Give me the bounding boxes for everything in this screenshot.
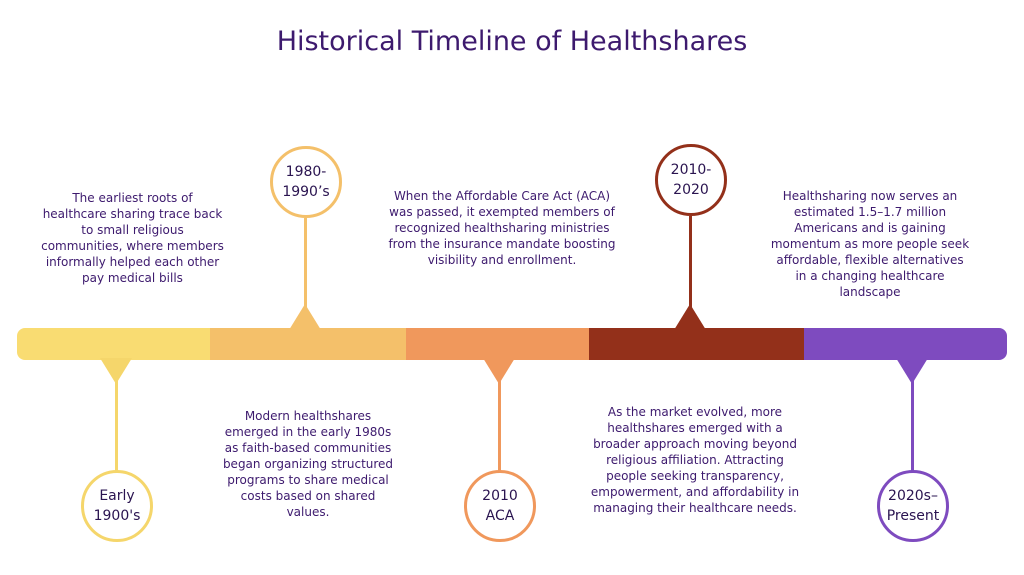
pointer-triangle [674, 304, 706, 330]
connector-line [115, 380, 118, 472]
milestone-description: When the Affordable Care Act (ACA) was passed, it exempted members of recognized healthsharing ministries from the insurance mandate boosting visibility and enrollment. [388, 189, 616, 267]
milestone-description: As the market evolved, more healthshares emerged with a broader approach moving beyond religious affiliation. Attracting people seeking transparency, empowerment, and affordability in managing their healthcare needs. [590, 405, 800, 515]
milestone-label: 2010- 2020 [670, 162, 712, 198]
milestone-circle-1980-1990s [270, 146, 342, 218]
timeline-bar [17, 328, 1007, 360]
timeline-segment [210, 328, 406, 360]
timeline-segment [17, 328, 210, 360]
timeline-segment [406, 328, 589, 360]
timeline-segment [589, 328, 804, 360]
milestone-circle-early-1900s [81, 470, 153, 542]
milestone-label: 2020s– Present [886, 488, 940, 524]
timeline-segment [804, 328, 1007, 360]
page-title: Historical Timeline of Healthshares [276, 26, 748, 57]
connector-line [304, 218, 307, 308]
connector-line [689, 216, 692, 308]
milestone-description: Modern healthshares emerged in the early 1980s as faith-based communities began organizing structured programs to share medical costs based on shared values. [222, 409, 394, 519]
milestone-circle-2010-aca [464, 470, 536, 542]
milestone-description: The earliest roots of healthcare sharing trace back to small religious communities, where members informally helped each other pay medical bills [41, 191, 224, 285]
milestone-label: 2010 ACA [482, 488, 518, 524]
milestone-label: 1980- 1990’s [282, 164, 330, 200]
milestone-description: Healthsharing now serves an estimated 1.5–1.7 million Americans and is gaining momentum as more people seek affordable, flexible alternatives in a changing healthcare landscape [770, 189, 970, 299]
milestone-circle-2020s-present [877, 470, 949, 542]
milestone-circle-2010-2020 [655, 144, 727, 216]
connector-line [498, 380, 501, 472]
milestone-label: Early 1900's [93, 488, 141, 524]
connector-line [911, 380, 914, 472]
pointer-triangle [289, 304, 321, 330]
